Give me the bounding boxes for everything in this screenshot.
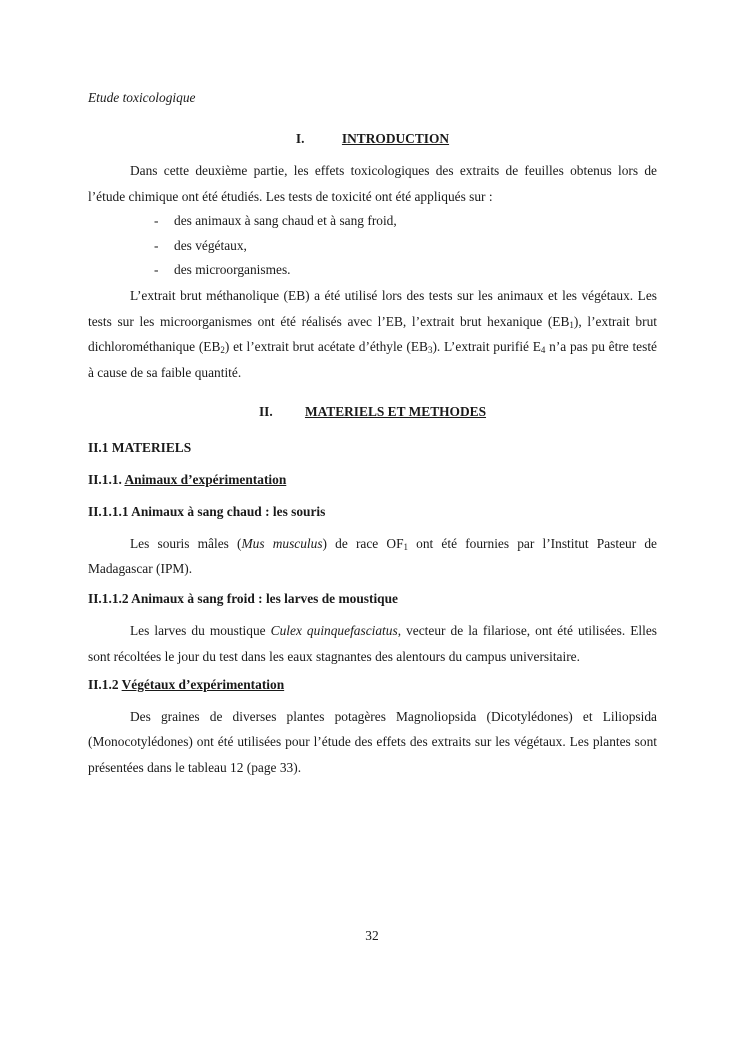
section-title-text: INTRODUCTION [341, 131, 450, 146]
section-number: II. [258, 403, 273, 419]
larves-paragraph: Les larves du moustique Culex quinquefasciatus, vecteur de la filariose, ont été utilisées. Elles sont récoltées le jour du test dans les eaux stagnantes des alentours du campus universitaire. [88, 623, 657, 664]
list-item: - des microorganismes. [154, 262, 291, 278]
page-number: 32 [365, 928, 379, 943]
section-title-materiels-methodes [88, 400, 657, 424]
test-subjects-list [88, 209, 657, 283]
list-item: - des animaux à sang chaud et à sang froid, [154, 213, 397, 229]
section-title-introduction [88, 127, 657, 151]
extracts-paragraph: L’extrait brut méthanolique (EB) a été utilisé lors des tests sur les animaux et les végétaux. Les tests sur les microorganismes ont été réalisés avec l’EB, l’extrait brut hexanique $(EB_1)$, l’extrait brut dichlorométhanique $(EB_2)$ et l’extrait brut acétate d’éthyle $(EB_3)$. L’extrait purifié $E_4$ n’a pas pu être testé à cause de sa faible quantité. [88, 287, 657, 381]
list-item: - des végétaux, [154, 237, 247, 253]
running-header: Etude toxicologique [88, 90, 196, 105]
subsection-heading-vegetaux: II.1.2 Végétaux d’expérimentation [88, 676, 285, 692]
vegetaux-paragraph: Des graines de diverses plantes potagères Magnoliopsida (Dicotylédones) et Liliopsida (Monocotylédones) ont été utilisées pour l’étude des effets des extraits sur les végétaux. Les plantes sont présentées dans le tableau 12 (page 33). [88, 708, 657, 775]
intro-paragraph: Dans cette deuxième partie, les effets toxicologiques des extraits de feuilles obtenus lors de l’étude chimique ont été étudiés. Les tests de toxicité ont été appliqués sur : [88, 163, 657, 204]
subsection-heading-animaux: II.1.1. Animaux d’expérimentation [88, 471, 287, 487]
subsection-heading-materiels: II.1 MATERIELS [88, 439, 192, 455]
section-title-text: MATERIELS ET METHODES [304, 403, 487, 419]
subsection-heading-larves: II.1.1.2 Animaux à sang froid : les larves de moustique [88, 591, 398, 607]
section-number: I. [295, 131, 305, 146]
souris-paragraph: Les souris mâles (Mus musculus) de race $OF_1$ ont été fournies par l’Institut Pasteur de Madagascar (IPM). [88, 535, 657, 577]
subsection-heading-souris: II.1.1.1 Animaux à sang chaud : les souris [88, 503, 326, 519]
page-content [88, 86, 657, 781]
